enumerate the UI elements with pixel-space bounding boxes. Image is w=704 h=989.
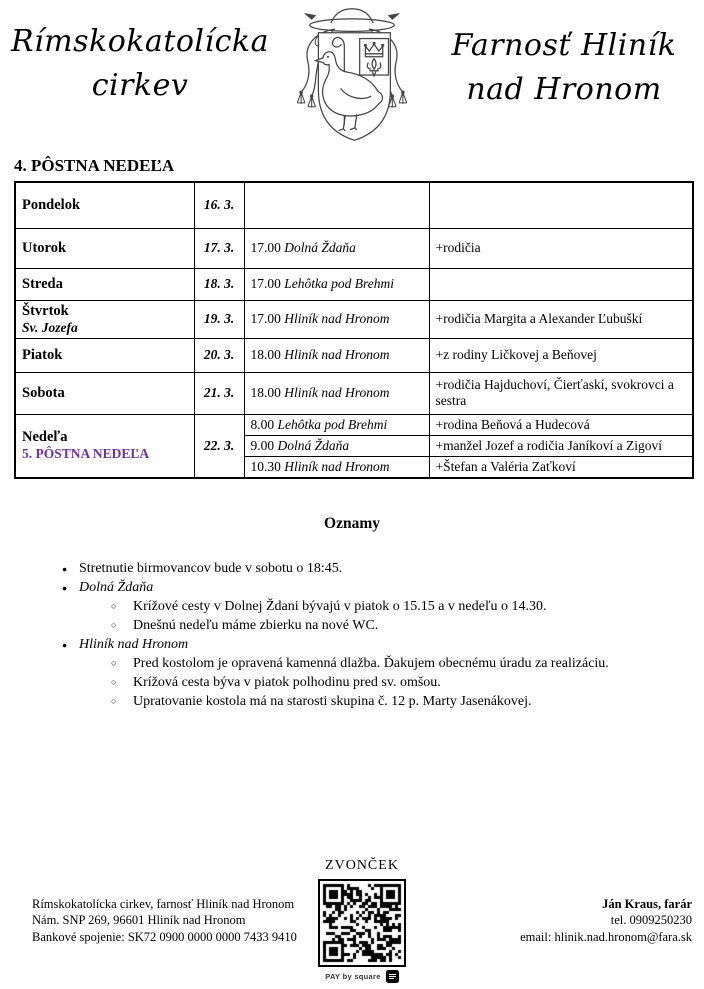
announcement-text: Dolná Ždaňa [79, 579, 154, 595]
parish-name-line1: Farnosť Hliník [451, 28, 677, 63]
mass-time-place-cell: 18.00 Hliník nad Hronom [244, 372, 429, 414]
day-cell [15, 182, 194, 228]
footer-priest-line: Ján Kraus, farár [602, 896, 692, 911]
announcement-subitem: ○ Pred kostolom je opravená kamenná dlažba. Ďakujem obecnému úradu za realizáciu. [107, 656, 704, 672]
day-feast: Sv. Jozefa [22, 319, 78, 335]
footer-parish-line: Rímskokatolícka cirkev, farnosť Hliník nad Hronom [32, 896, 295, 911]
day-name: Štvrtok [22, 302, 69, 319]
footer-contact-block [424, 896, 692, 946]
church-name-line1: Rímskokatolícka [10, 24, 269, 59]
day-name: Nedeľa [22, 429, 68, 445]
day-cell [15, 372, 194, 414]
mass-time-place-cell: 9.00 Dolná Ždaňa [244, 435, 429, 456]
footer [32, 858, 692, 983]
day-name: Piatok [22, 346, 63, 363]
schedule-row [15, 300, 693, 338]
announcement-item [62, 637, 704, 710]
day-cell [15, 268, 194, 300]
day-cell [15, 414, 194, 478]
masthead [0, 0, 704, 148]
qr-caption-label: PAY by square [325, 972, 381, 981]
day-name: Utorok [22, 239, 67, 256]
announcement-subitem: ○ Krížová cesta býva v piatok polhodinu pred sv. omšou. [107, 675, 704, 691]
mass-time-place-cell: 10.30 Hliník nad Hronom [244, 456, 429, 478]
parish-crest-icon [274, 4, 430, 148]
day-name: Streda [22, 275, 63, 292]
announcement-subitem: ○ Upratovanie kostola má na starosti skupina č. 12 p. Marty Jasenákovej. [107, 694, 704, 710]
announcement-sublist [107, 599, 704, 634]
parish-name-line2: nad Hronom [466, 71, 662, 107]
date-cell: 16. 3. [194, 182, 244, 228]
day-cell [15, 228, 194, 268]
zvoncek-title: ZVONČEK [325, 858, 399, 873]
date-cell: 19. 3. [194, 300, 244, 338]
mass-intention-cell: +rodičia Hajduchoví, Čierťaskí, svokrovci a sestra [429, 372, 693, 414]
date-cell: 21. 3. [194, 372, 244, 414]
day-name: Pondelok [22, 196, 81, 213]
mass-schedule-table [14, 181, 694, 479]
announcement-item [62, 580, 704, 634]
schedule-row [15, 182, 693, 228]
qr-code [318, 879, 406, 967]
footer-bank-line: Bankové spojenie: SK72 0900 0000 0000 7433 9410 [32, 929, 297, 944]
mass-time-place-cell: 17.00 Dolná Ždaňa [244, 228, 429, 268]
day-cell [15, 338, 194, 372]
announcement-subitem: ○ Krížové cesty v Dolnej Ždani bývajú v piatok o 15.15 a v nedeľu o 14.30. [107, 599, 704, 615]
footer-email-line: email: hlinik.nad.hronom@fara.sk [520, 929, 692, 944]
mass-intention-cell: +manžel Jozef a rodičia Janíkoví a Zigoví [429, 435, 693, 456]
mass-time-place-cell: 17.00 Lehôtka pod Brehmi [244, 268, 429, 300]
date-cell: 22. 3. [194, 414, 244, 478]
mass-intention-cell: +rodina Beňová a Hudecová [429, 414, 693, 435]
schedule-row [15, 414, 693, 435]
pay-by-square-logo-icon [386, 970, 399, 983]
mass-intention-cell: +rodičia [429, 228, 693, 268]
week-title: 4. PÔSTNA NEDEĽA [14, 156, 175, 175]
mass-intention-cell [429, 182, 693, 228]
announcement-text: Hliník nad Hronom [79, 636, 189, 652]
day-cell [15, 300, 194, 338]
schedule-row [15, 338, 693, 372]
schedule-row [15, 372, 693, 414]
mass-time-place-cell [244, 182, 429, 228]
announcement-subitem: ○ Dnešnú nedeľu máme zbierku na nové WC. [107, 618, 704, 634]
mass-intention-cell: +rodičia Margita a Alexander Ľubuškí [429, 300, 693, 338]
mass-intention-cell: +z rodiny Ličkovej a Beňovej [429, 338, 693, 372]
date-cell: 20. 3. [194, 338, 244, 372]
mass-time-place-cell: 8.00 Lehôtka pod Brehmi [244, 414, 429, 435]
mass-time-place-cell: 18.00 Hliník nad Hronom [244, 338, 429, 372]
mass-intention-cell: +Štefan a Valéria Zaťkoví [429, 456, 693, 478]
announcement-sublist [107, 656, 704, 710]
schedule-row [15, 268, 693, 300]
announcement-item [62, 561, 704, 577]
announcement-text: Stretnutie birmovancov bude v sobotu o 18:45. [79, 560, 343, 576]
day-name: Sobota [22, 384, 65, 401]
announcements-list [62, 561, 704, 710]
date-cell: 17. 3. [194, 228, 244, 268]
parish-name-title [430, 24, 698, 111]
footer-street-line: Nám. SNP 269, 96601 Hliník nad Hronom [32, 913, 246, 928]
footer-phone-line: tel. 0909250230 [610, 913, 692, 928]
zvoncek-block [300, 858, 424, 983]
mass-time-place-cell: 17.00 Hliník nad Hronom [244, 300, 429, 338]
qr-caption-row [300, 970, 424, 983]
footer-address-block [32, 896, 300, 946]
schedule-row [15, 228, 693, 268]
date-cell: 18. 3. [194, 268, 244, 300]
announcements-title: Oznamy [324, 514, 380, 532]
church-name-title [6, 20, 274, 107]
day-special-label: 5. PÔSTNA NEDEĽA [22, 446, 150, 461]
mass-intention-cell [429, 268, 693, 300]
church-name-line2: cirkev [91, 67, 189, 103]
